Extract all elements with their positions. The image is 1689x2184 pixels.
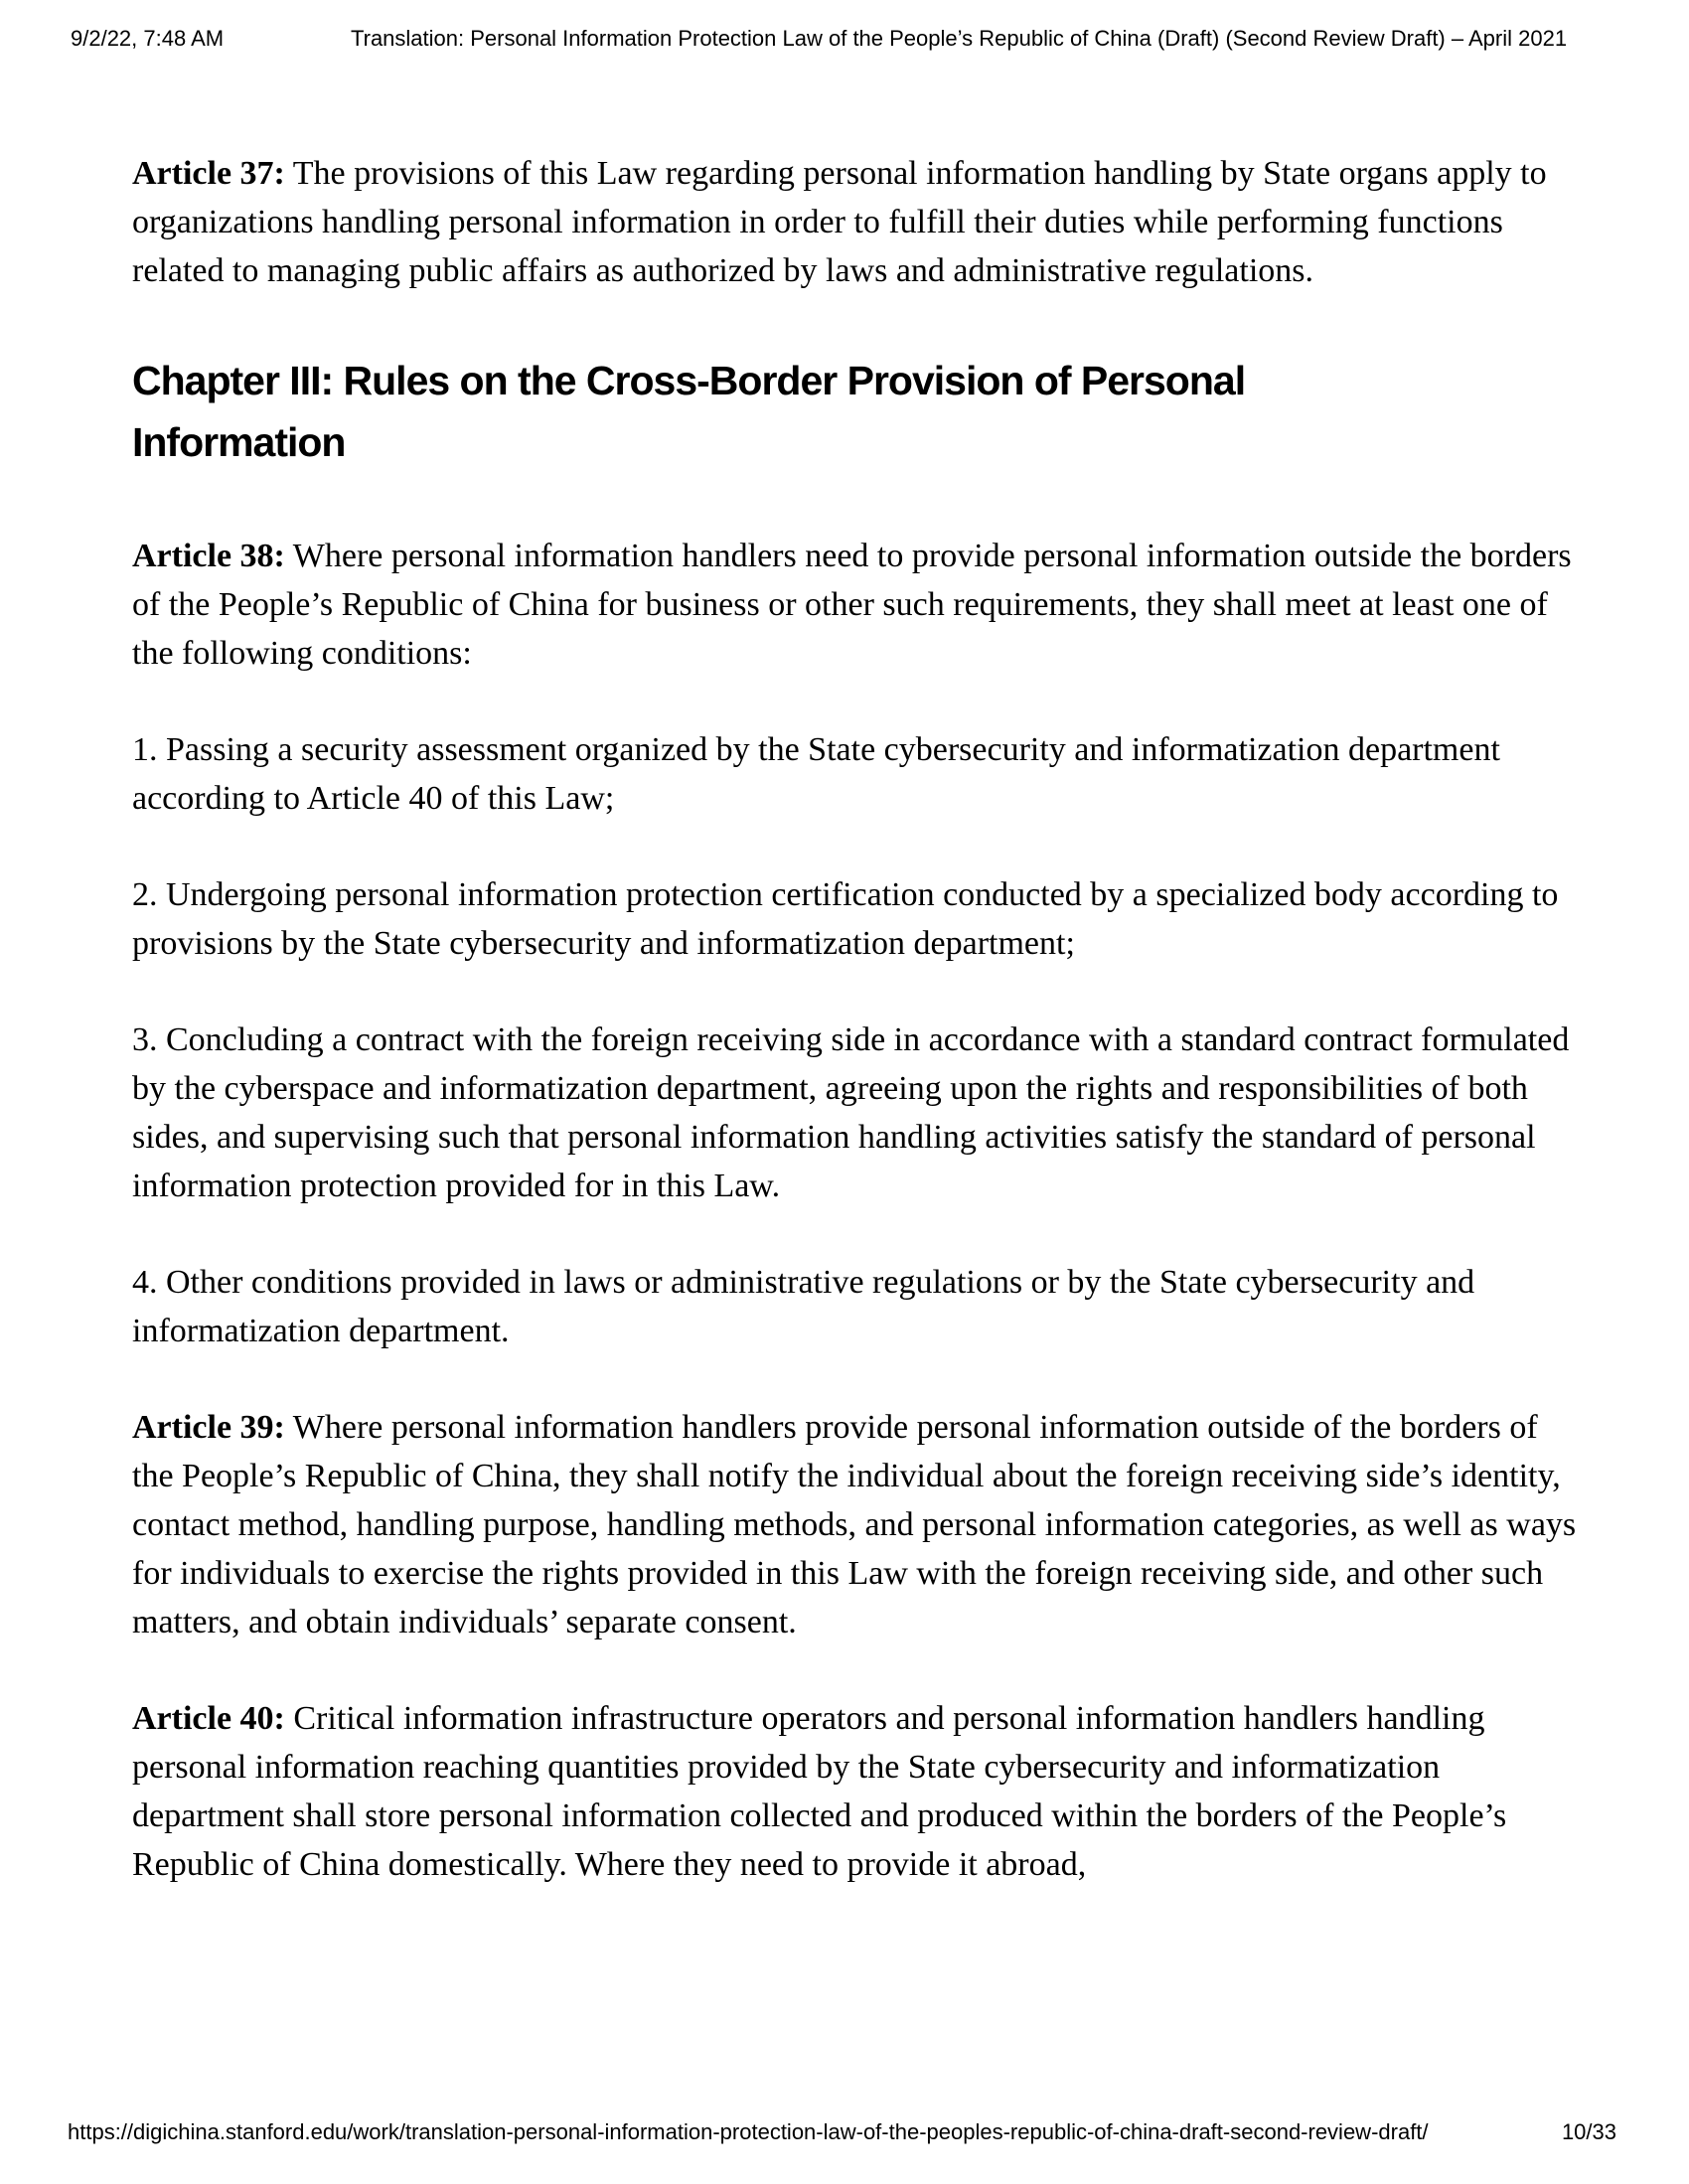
article-37-label: Article 37: (132, 155, 285, 192)
document-body (132, 0, 1578, 1937)
article-40-text: Critical information infrastructure operators and personal information handlers handling personal information reaching quantities provided by the State cybersecurity and informatization department shall store personal information collected and produced within the borders of the People’s Republic of China domestically. Where they need to provide it abroad, (132, 1700, 1507, 1883)
print-footer (68, 2120, 1616, 2144)
footer-url: https://digichina.stanford.edu/work/translation-personal-information-protection-law-of-the-peoples-republic-of-china-draft-second-review-draft/ (68, 2119, 1429, 2144)
article-37-text: The provisions of this Law regarding personal information handling by State organs apply to organizations handling personal information in order to fulfill their duties while performing functions related to managing public affairs as authorized by laws and administrative regulations. (132, 155, 1547, 289)
chapter-heading: Chapter III: Rules on the Cross-Border Provision of Personal Information (132, 358, 1246, 465)
article-39-text: Where personal information handlers provide personal information outside of the borders of the People’s Republic of China, they shall notify the individual about the foreign receiving side’s identity, contact method, handling purpose, handling methods, and personal information categories, as well as ways for individuals to exercise the rights provided in this Law with the foreign receiving side, and other such matters, and obtain individuals’ separate consent. (132, 1409, 1577, 1640)
condition-item-1: 1. Passing a security assessment organized by the State cybersecurity and informatization department according to Article 40 of this Law; (132, 731, 1500, 817)
header-title: Translation: Personal Information Protection Law of the People’s Republic of China (Draft) (Second Review Draft) – April 2021 (351, 26, 1568, 51)
article-38-paragraph (132, 532, 1578, 678)
article-37-paragraph (132, 149, 1578, 295)
footer-page-number: 10/33 (1561, 2119, 1616, 2144)
article-40-label: Article 40: (132, 1700, 285, 1737)
condition-item-2: 2. Undergoing personal information protection certification conducted by a specialized body according to provisions by the State cybersecurity and informatization department; (132, 876, 1559, 962)
header-datetime: 9/2/22, 7:48 AM (71, 26, 225, 51)
condition-item-3: 3. Concluding a contract with the foreign receiving side in accordance with a standard contract formulated by the cyberspace and informatization department, agreeing upon the rights and responsibilities of both sides, and supervising such that personal information handling activities satisfy the standard of personal information protection provided for in this Law. (132, 1021, 1570, 1204)
article-40-paragraph (132, 1694, 1578, 1889)
article-39-paragraph (132, 1403, 1578, 1646)
article-39-label: Article 39: (132, 1409, 285, 1446)
article-38-label: Article 38: (132, 538, 285, 574)
condition-item-4: 4. Other conditions provided in laws or administrative regulations or by the State cybersecurity and informatization department. (132, 1264, 1475, 1349)
article-38-text: Where personal information handlers need to provide personal information outside the borders of the People’s Republic of China for business or other such requirements, they shall meet at least one of the following conditions: (132, 538, 1572, 672)
